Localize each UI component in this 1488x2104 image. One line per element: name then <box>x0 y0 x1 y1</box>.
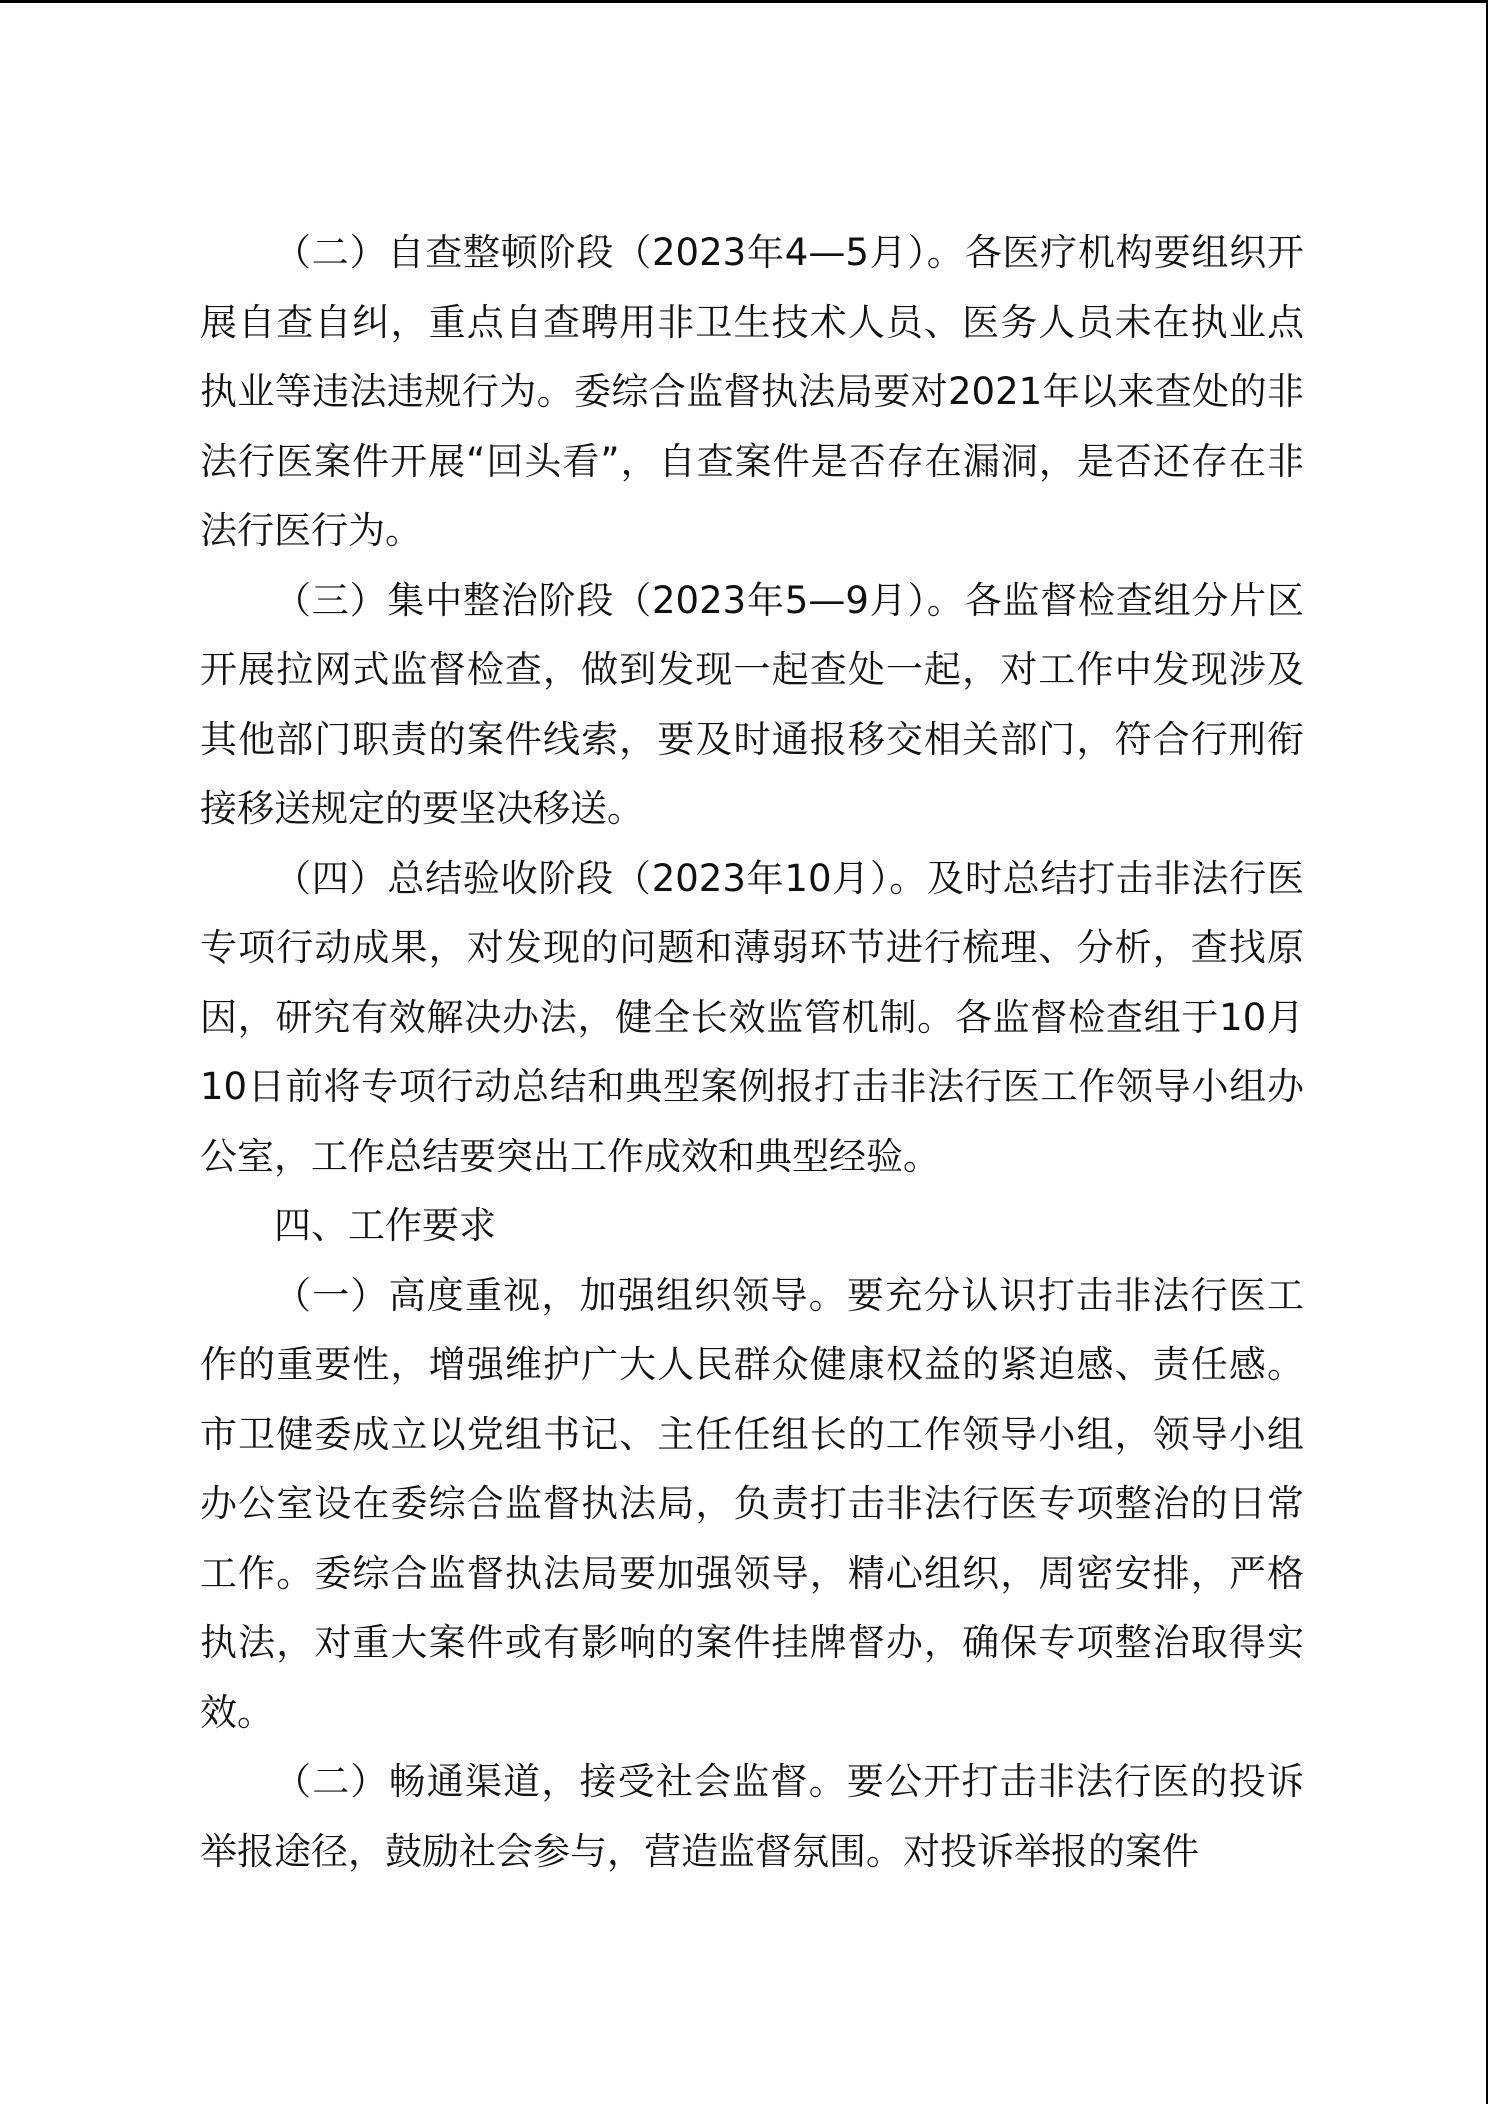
section-heading-work-requirements: 四、工作要求 <box>274 1204 496 1247</box>
paragraph-organizational-leadership: （一）高度重视，加强组织领导。要充分认识打击非法行医工作的重要性，增强维护广大人民群众健康权益的紧迫感、责任感。市卫健委成立以党组书记、主任任组长的工作领导小组，领导小组办公室设在委综合监督执法局，负责打击非法行医专项整治的日常工作。委综合监督执法局要加强领导，精心组织，周密安排，严格执法，对重大案件或有影响的案件挂牌督办，确保专项整治取得实效。 <box>200 1273 1304 1734</box>
paragraph-social-supervision: （二）畅通渠道，接受社会监督。要公开打击非法行医的投诉举报途径，鼓励社会参与，营造监督氛围。对投诉举报的案件 <box>200 1760 1304 1873</box>
top-border-line <box>0 0 1488 3</box>
paragraph-concentrated-rectification-stage: （三）集中整治阶段（2023年5—9月）。各监督检查组分片区开展拉网式监督检查，做到发现一起查处一起，对工作中发现涉及其他部门职责的案件线索，要及时通报移交相关部门，符合行刑衔接移送规定的要坚决移送。 <box>200 578 1304 830</box>
paragraph-summary-acceptance-stage: （四）总结验收阶段（2023年10月）。及时总结打击非法行医专项行动成果，对发现的问题和薄弱环节进行梳理、分析，查找原因，研究有效解决办法，健全长效监管机制。各监督检查组于10月10日前将专项行动总结和典型案例报打击非法行医工作领导小组办公室，工作总结要突出工作成效和典型经验。 <box>200 856 1304 1178</box>
paragraph-self-inspection-stage: （二）自查整顿阶段（2023年4—5月）。各医疗机构要组织开展自查自纠，重点自查聘用非卫生技术人员、医务人员未在执业点执业等违法违规行为。委综合监督执法局要对2021年以来查处的非法行医案件开展“回头看”，自查案件是否存在漏洞，是否还存在非法行医行为。 <box>200 231 1304 552</box>
document-body <box>200 218 1304 1886</box>
